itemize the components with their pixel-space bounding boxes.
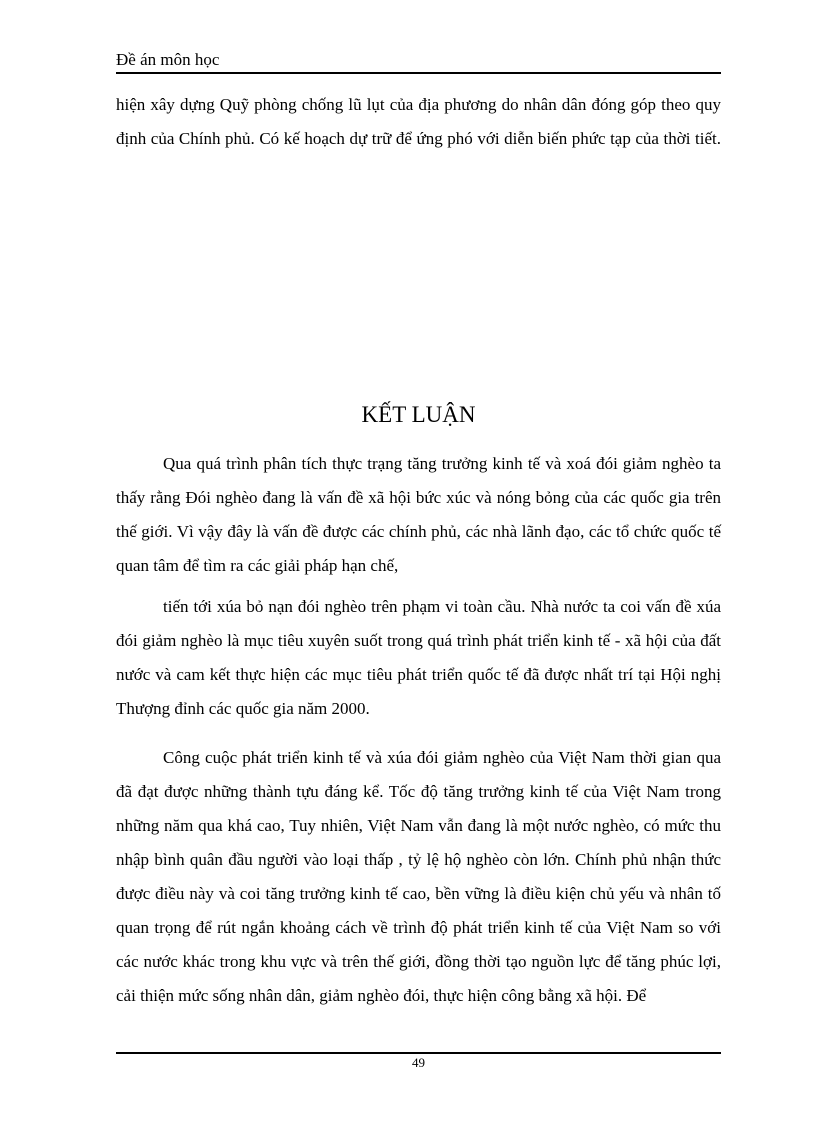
paragraph-conclusion-1: Qua quá trình phân tích thực trạng tăng trưởng kinh tế và xoá đói giảm nghèo ta thấy rằng Đói nghèo đang là vấn đề xã hội bức xúc và nóng bỏng của các quốc gia trên thế giới. Vì vậy đây là vấn đề được các chính phủ, các nhà lãnh đạo, các tổ chức quốc tế quan tâm để tìm ra các giải pháp hạn chế, <box>116 454 721 575</box>
paragraph-conclusion-2: tiến tới xúa bỏ nạn đói nghèo trên phạm vi toàn cầu. Nhà nước ta coi vấn đề xúa đói giảm nghèo là mục tiêu xuyên suốt trong quá trình phát triển kinh tế - xã hội của đất nước và cam kết thực hiện các mục tiêu phát triển quốc tế đã được nhất trí tại Hội nghị Thượng đỉnh các quốc gia năm 2000. <box>116 597 721 718</box>
paragraph-conclusion-3: Công cuộc phát triển kinh tế và xúa đói giảm nghèo của Việt Nam thời gian qua đã đạt được những thành tựu đáng kể. Tốc độ tăng trưởng kinh tế của Việt Nam trong những năm qua khá cao, Tuy nhiên, Việt Nam vẫn đang là một nước nghèo, có mức thu nhập bình quân đầu người vào loại thấp , tỷ lệ hộ nghèo còn lớn. Chính phủ nhận thức được điều này và coi tăng trưởng kinh tế cao, bền vững là điều kiện chủ yếu và nhân tố quan trọng để rút ngắn khoảng cách về trình độ phát triển kinh tế của Việt Nam so với các nước khác trong khu vực và trên thế giới, đồng thời tạo nguồn lực để tăng phúc lợi, cải thiện mức sống nhân dân, giảm nghèo đói, thực hiện công bằng xã hội. Để <box>116 748 721 1005</box>
page-number: 49 <box>412 1055 425 1070</box>
page-header <box>116 50 721 74</box>
footer-divider <box>116 1052 721 1054</box>
paragraph-continuation: hiện xây dựng Quỹ phòng chống lũ lụt của địa phương do nhân dân đóng góp theo quy định của Chính phủ. Có kế hoạch dự trữ để ứng phó với diễn biến phức tạp của thời tiết. <box>116 95 721 148</box>
section-heading: KẾT LUẬN <box>361 402 476 427</box>
header-title: Đề án môn học <box>116 50 220 69</box>
